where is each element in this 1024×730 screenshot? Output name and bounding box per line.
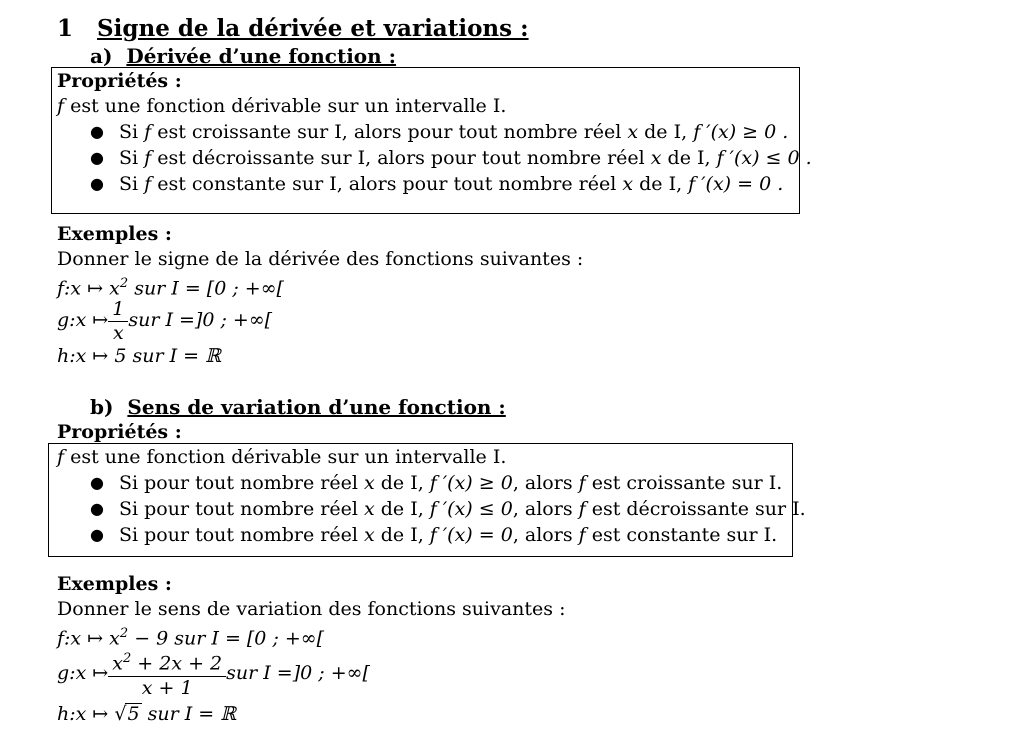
part-a-bullet-1: Si f est croissante sur I, alors pour tout nombre réel x de I, f ′(x) ≥ 0 . bbox=[119, 121, 789, 143]
part-a-bullet-2: Si f est décroissante sur I, alors pour tout nombre réel x de I, f ′(x) ≤ 0 . bbox=[119, 147, 812, 169]
bullet-dot: ● bbox=[90, 473, 104, 492]
part-b-heading bbox=[90, 395, 506, 419]
part-a-example-h: h:x ↦ 5 sur I = ℝ bbox=[57, 345, 221, 367]
bullet-dot: ● bbox=[90, 148, 104, 167]
part-a-bullet-3: Si f est constante sur I, alors pour tout nombre réel x de I, f ′(x) = 0 . bbox=[119, 173, 784, 195]
section-title: Signe de la dérivée et variations : bbox=[97, 15, 529, 42]
fraction: $\frac{x^2 + 2x + 2}{x + 1}$ bbox=[108, 647, 226, 698]
sqrt-symbol: √ bbox=[114, 703, 127, 725]
part-b-bullet-2: Si pour tout nombre réel x de I, f ′(x) ≤ 0, alors f est décroissante sur I. bbox=[119, 498, 806, 520]
part-a-example-g: g:x ↦ $\frac{1}{x}$ sur I =]0 ; +∞[ bbox=[57, 297, 273, 344]
part-a-title: Dérivée d’une fonction : bbox=[126, 44, 397, 68]
part-a-examples-title: Exemples : bbox=[57, 223, 172, 245]
part-b-bullet-3: Si pour tout nombre réel x de I, f ′(x) = 0, alors f est constante sur I. bbox=[119, 524, 778, 546]
part-b-bullet-1: Si pour tout nombre réel x de I, f ′(x) ≥ 0, alors f est croissante sur I. bbox=[119, 472, 783, 494]
part-b-examples-title: Exemples : bbox=[57, 573, 172, 595]
part-b-title: Sens de variation d’une fonction : bbox=[127, 395, 506, 419]
part-b-example-h: h:x ↦ √5 sur I = ℝ bbox=[57, 703, 237, 725]
part-a-letter: a) bbox=[90, 44, 113, 68]
part-b-example-f: f:x ↦ $x^2 - 9$ sur I = [0 ; +∞[ bbox=[57, 626, 325, 650]
part-b-example-g: g:x ↦ $\frac{x^2 + 2x + 2}{x + 1}$ sur I =]0 ; +∞[ bbox=[57, 648, 370, 698]
fraction: $\frac{1}{x}$ bbox=[108, 297, 128, 344]
part-a-prop-title: Propriétés : bbox=[57, 70, 182, 92]
section-number: 1 bbox=[57, 15, 74, 42]
section-heading bbox=[57, 14, 529, 44]
part-b-intro: f est une fonction dérivable sur un intervalle I. bbox=[57, 446, 507, 468]
bullet-dot: ● bbox=[90, 122, 104, 141]
bullet-dot: ● bbox=[90, 525, 104, 544]
part-b-examples-intro: Donner le sens de variation des fonctions suivantes : bbox=[57, 598, 566, 620]
part-a-example-f: f:x ↦ $x^2$ sur I = [0 ; +∞[ bbox=[57, 276, 284, 300]
part-a-examples-intro: Donner le signe de la dérivée des fonctions suivantes : bbox=[57, 248, 584, 270]
part-b-prop-title: Propriétés : bbox=[57, 421, 182, 443]
part-b-letter: b) bbox=[90, 395, 114, 419]
part-a-heading bbox=[90, 44, 396, 68]
bullet-dot: ● bbox=[90, 499, 104, 518]
bullet-dot: ● bbox=[90, 174, 104, 193]
part-a-intro: f est une fonction dérivable sur un intervalle I. bbox=[57, 95, 507, 117]
